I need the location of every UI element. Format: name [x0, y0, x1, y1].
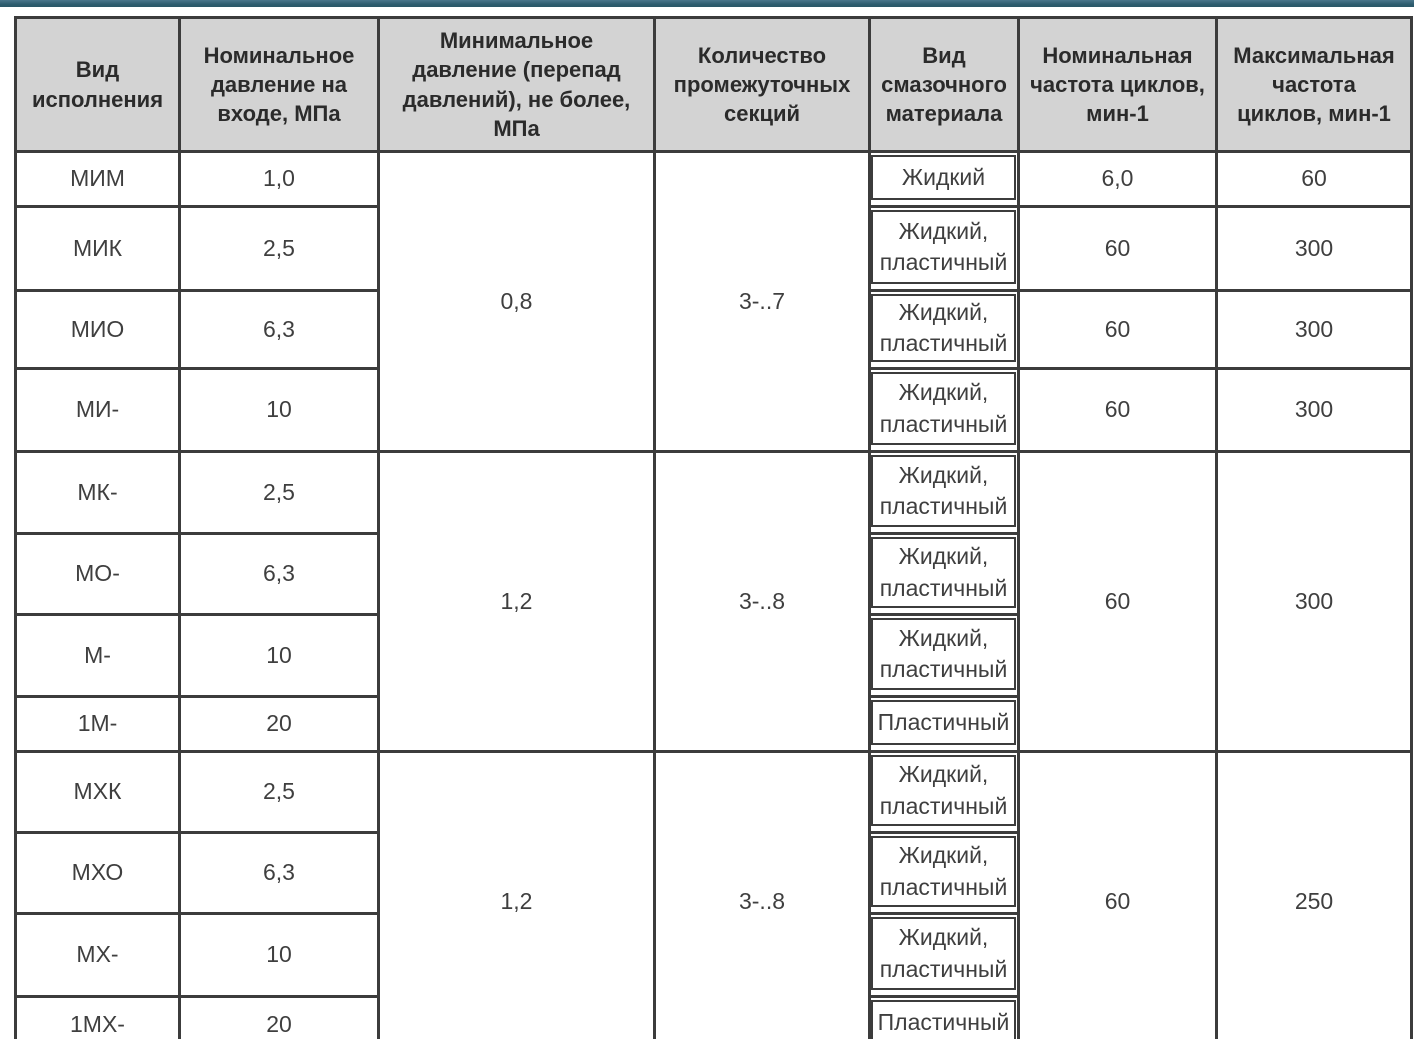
lubricant-box: Жидкий, пластичный [871, 537, 1016, 608]
lubricant-cell [870, 697, 1019, 752]
lubricant-cell [870, 997, 1019, 1039]
type-cell: М- [16, 615, 180, 697]
sections-cell: 3-..7 [655, 152, 870, 452]
lubricant-cell [870, 291, 1019, 369]
max-freq-cell: 300 [1217, 207, 1412, 291]
sections-cell: 3-..8 [655, 452, 870, 752]
inlet-pressure-cell: 6,3 [180, 534, 379, 615]
table-row [16, 452, 1412, 534]
nominal-freq-cell: 60 [1019, 207, 1217, 291]
lubricant-cell [870, 914, 1019, 997]
type-cell: МХ- [16, 914, 180, 997]
header-execution-type: Вид исполнения [16, 18, 180, 152]
nominal-freq-cell: 60 [1019, 291, 1217, 369]
header-nominal-frequency: Номинальная частота циклов, мин-1 [1019, 18, 1217, 152]
max-freq-cell: 300 [1217, 291, 1412, 369]
header-lubricant-type: Вид смазочного материала [870, 18, 1019, 152]
max-freq-cell: 300 [1217, 369, 1412, 452]
type-cell: МХК [16, 752, 180, 833]
inlet-pressure-cell: 10 [180, 914, 379, 997]
header-row [16, 18, 1412, 152]
nominal-freq-cell: 6,0 [1019, 152, 1217, 207]
lubricant-cell [870, 369, 1019, 452]
max-freq-cell: 250 [1217, 752, 1412, 1039]
type-cell: МХО [16, 833, 180, 914]
header-intermediate-sections: Количество промежуточных секций [655, 18, 870, 152]
lubricant-box: Жидкий, пластичный [871, 836, 1016, 907]
min-pressure-cell: 0,8 [379, 152, 655, 452]
lubricant-cell [870, 534, 1019, 615]
table-row [16, 152, 1412, 207]
inlet-pressure-cell: 2,5 [180, 752, 379, 833]
spec-table [14, 16, 1413, 1039]
lubricant-cell [870, 615, 1019, 697]
header-max-frequency: Максимальная частота циклов, мин-1 [1217, 18, 1412, 152]
lubricant-box: Жидкий, пластичный [871, 294, 1016, 362]
lubricant-box: Жидкий, пластичный [871, 372, 1016, 445]
lubricant-box: Жидкий, пластичный [871, 455, 1016, 527]
type-cell: МИО [16, 291, 180, 369]
inlet-pressure-cell: 20 [180, 697, 379, 752]
table-row [16, 752, 1412, 833]
type-cell: 1МХ- [16, 997, 180, 1039]
type-cell: МИМ [16, 152, 180, 207]
inlet-pressure-cell: 2,5 [180, 452, 379, 534]
inlet-pressure-cell: 20 [180, 997, 379, 1039]
inlet-pressure-cell: 10 [180, 369, 379, 452]
lubricant-box: Жидкий, пластичный [871, 210, 1016, 284]
inlet-pressure-cell: 10 [180, 615, 379, 697]
header-inlet-pressure: Номинальное давление на входе, МПа [180, 18, 379, 152]
type-cell: МК- [16, 452, 180, 534]
lubricant-cell [870, 833, 1019, 914]
min-pressure-cell: 1,2 [379, 452, 655, 752]
lubricant-box: Жидкий, пластичный [871, 917, 1016, 990]
nominal-freq-cell: 60 [1019, 369, 1217, 452]
min-pressure-cell: 1,2 [379, 752, 655, 1039]
lubricant-box: Пластичный [871, 700, 1016, 745]
lubricant-cell [870, 152, 1019, 207]
lubricant-box: Жидкий [871, 155, 1016, 200]
nominal-freq-cell: 60 [1019, 452, 1217, 752]
nominal-freq-cell: 60 [1019, 752, 1217, 1039]
type-cell: МО- [16, 534, 180, 615]
sections-cell: 3-..8 [655, 752, 870, 1039]
type-cell: МИ- [16, 369, 180, 452]
inlet-pressure-cell: 6,3 [180, 833, 379, 914]
lubricant-cell [870, 207, 1019, 291]
type-cell: МИК [16, 207, 180, 291]
header-min-pressure: Минимальное давление (перепад давлений), не более, МПа [379, 18, 655, 152]
top-accent-bar [0, 0, 1414, 7]
lubricant-box: Жидкий, пластичный [871, 755, 1016, 826]
lubricant-cell [870, 452, 1019, 534]
lubricant-cell [870, 752, 1019, 833]
lubricant-box: Пластичный [871, 1000, 1016, 1039]
lubricant-box: Жидкий, пластичный [871, 618, 1016, 690]
max-freq-cell: 300 [1217, 452, 1412, 752]
inlet-pressure-cell: 2,5 [180, 207, 379, 291]
max-freq-cell: 60 [1217, 152, 1412, 207]
inlet-pressure-cell: 6,3 [180, 291, 379, 369]
inlet-pressure-cell: 1,0 [180, 152, 379, 207]
type-cell: 1М- [16, 697, 180, 752]
